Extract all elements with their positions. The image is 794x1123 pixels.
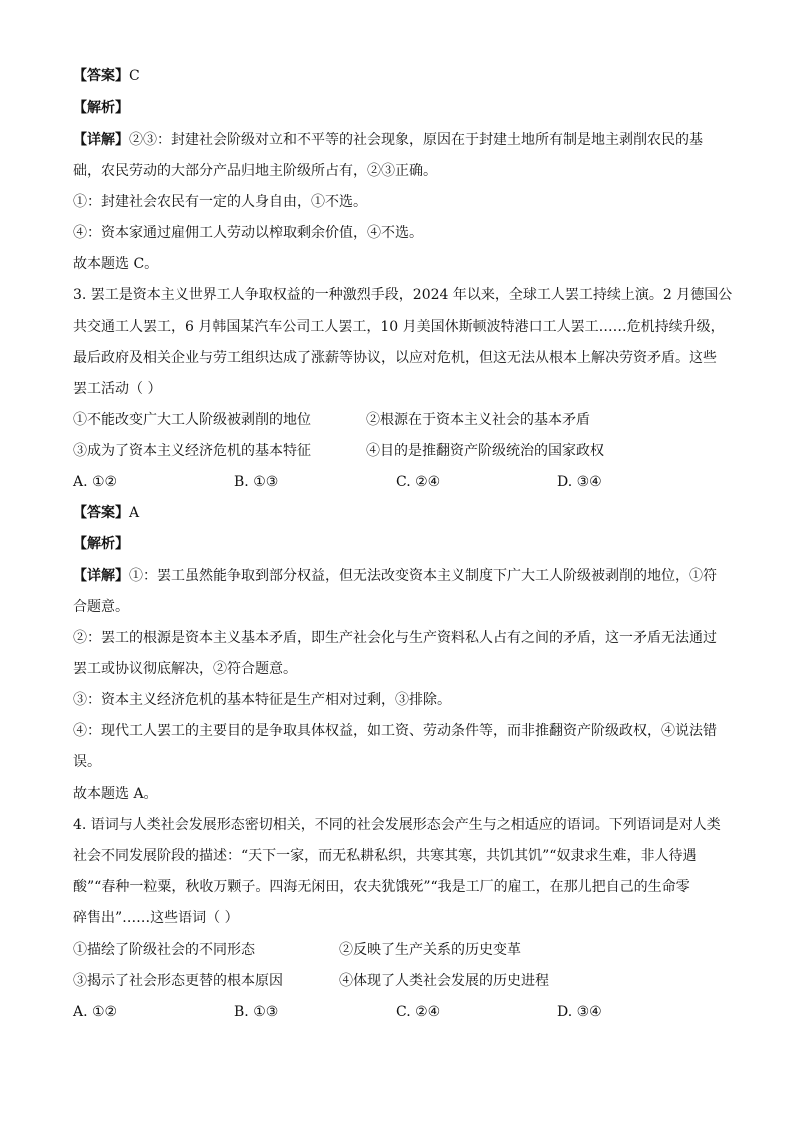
q3-detail-line: ④：现代工人罢工的主要目的是争取具体权益，如工资、劳动条件等，而非推翻资产阶级政权，④说法错 [73,723,717,739]
q3-choice-c: C. ②④ [396,474,441,490]
q3-choice-a: A. ①② [73,474,118,490]
q2-detail-line: 础，农民劳动的大部分产品归地主阶级所占有，②③正确。 [73,163,437,179]
q2-detail-line: 【详解】②③：封建社会阶级对立和不平等的社会现象，原因在于封建土地所有制是地主剥削农民的基 [73,132,703,148]
q3-detail-line: ②：罢工的根源是资本主义基本矛盾，即生产社会化与生产资料私人占有之间的矛盾，这一矛盾无法通过 [73,630,717,646]
q3-detail-line: 罢工或协议彻底解决，②符合题意。 [73,661,297,677]
detail-label: 【详解】 [73,132,129,148]
answer-label: 【答案】 [73,68,129,84]
answer-value: A [129,505,140,521]
q2-detail-line: ①：封建社会农民有一定的人身自由，①不选。 [73,194,367,210]
q4-statement-2: ②反映了生产关系的历史变革 [339,942,521,958]
q3-statement-1: ①不能改变广大工人阶级被剥削的地位 [73,412,311,428]
q4-stem-line: 酸”“春种一粒粟，秋收万颗子。四海无闲田，农夫犹饿死”“我是工厂的雇工，在那儿把自己的生命零 [73,879,690,895]
q4-choice-d: D. ③④ [557,1004,602,1020]
q4-choice-b: B. ①③ [234,1004,279,1020]
q4-statement-1: ①描绘了阶级社会的不同形态 [73,942,255,958]
q4-stem-line: 4. 语词与人类社会发展形态密切相关，不同的社会发展形态会产生与之相适应的语词。下列语词是对人类 [73,817,721,833]
q3-detail-line: 误。 [73,754,101,770]
answer-value: C [129,68,140,84]
q3-answer-line [73,503,728,523]
q3-detail-line: ③：资本主义经济危机的基本特征是生产相对过剩，③排除。 [73,692,451,708]
q3-choice-b: B. ①③ [234,474,279,490]
q2-answer-line [73,66,728,86]
q3-conclusion: 故本题选 A。 [73,786,158,802]
q4-stem-line: 社会不同发展阶段的描述：“天下一家，而无私耕私织，共寒其寒，共饥其饥”“奴隶求生难，非人待遇 [73,848,697,864]
q3-statement-3: ③成为了资本主义经济危机的基本特征 [73,443,311,459]
q3-detail-line: 【详解】①：罢工虽然能争取到部分权益，但无法改变资本主义制度下广大工人阶级被剥削的地位，①符 [73,568,717,584]
q3-analysis-label: 【解析】 [73,536,129,552]
q2-conclusion: 故本题选 C。 [73,256,159,272]
answer-label: 【答案】 [73,505,129,521]
q4-stem-line: 碎售出”……这些语词（ ） [73,910,239,926]
detail-label: 【详解】 [73,568,129,584]
q3-stem-line: 罢工活动（ ） [73,381,162,397]
q4-choice-a: A. ①② [73,1004,118,1020]
q3-stem-line: 最后政府及相关企业与劳工组织达成了涨薪等协议，以应对危机，但这无法从根本上解决劳资矛盾。这些 [73,350,717,366]
q3-statement-4: ④目的是推翻资产阶级统治的国家政权 [366,443,604,459]
q4-choice-c: C. ②④ [396,1004,441,1020]
q4-statement-3: ③揭示了社会形态更替的根本原因 [73,973,283,989]
q3-stem-line: 3. 罢工是资本主义世界工人争取权益的一种激烈手段，2024 年以来，全球工人罢工持续上演。2 月德国公 [73,287,733,303]
q3-choice-d: D. ③④ [557,474,602,490]
q2-detail-line: ④：资本家通过雇佣工人劳动以榨取剩余价值，④不选。 [73,225,423,241]
q3-statement-2: ②根源在于资本主义社会的基本矛盾 [366,412,590,428]
q3-stem-line: 共交通工人罢工，6 月韩国某汽车公司工人罢工，10 月美国休斯顿波特港口工人罢工……危机持续升级， [73,319,725,335]
q2-analysis-label: 【解析】 [73,100,129,116]
q4-statement-4: ④体现了人类社会发展的历史进程 [339,973,549,989]
q3-detail-line: 合题意。 [73,599,129,615]
